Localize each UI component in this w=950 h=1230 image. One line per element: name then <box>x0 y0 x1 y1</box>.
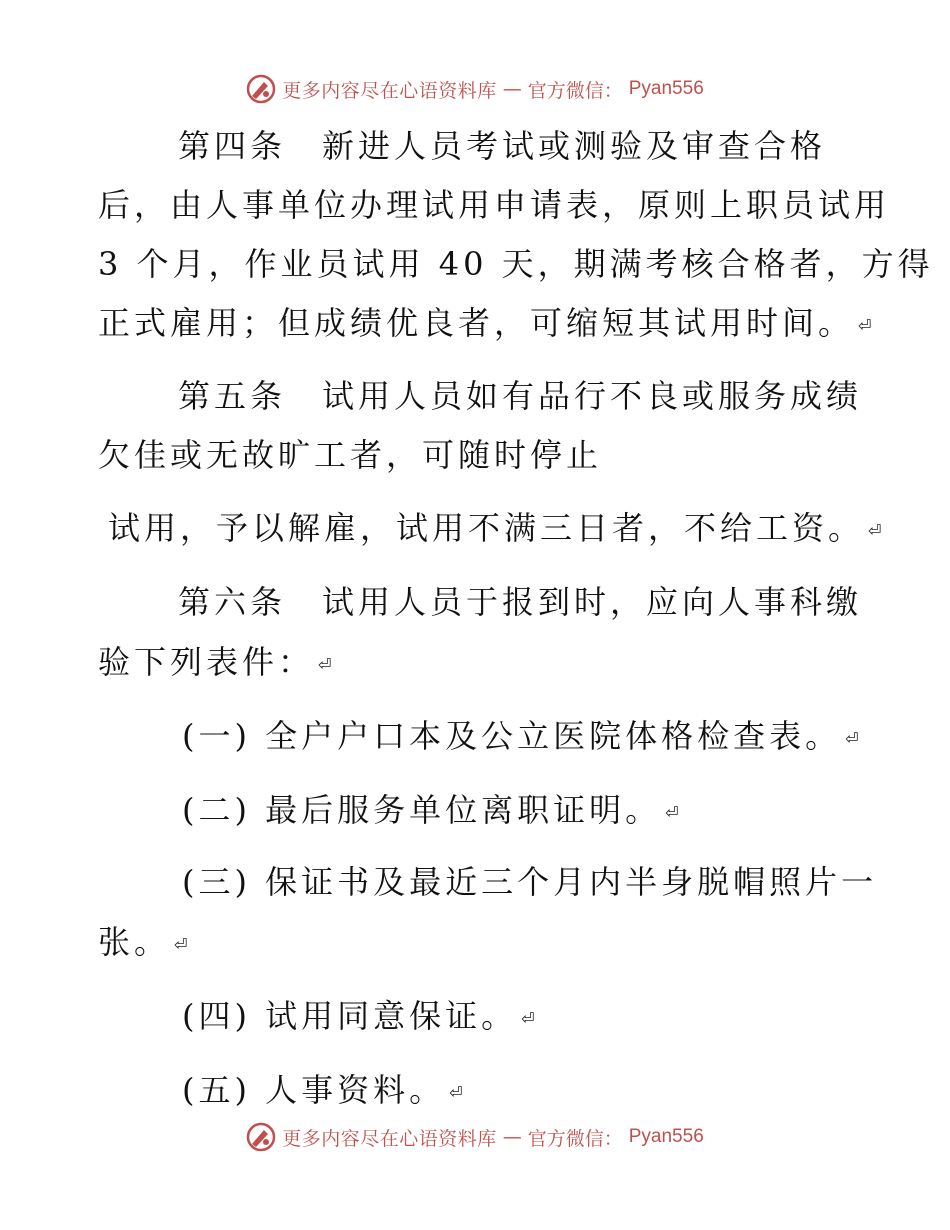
body-line-1: 第四条 新进人员考试或测验及审查合格 <box>178 127 827 165</box>
body-line-9: 验下列表件： ⏎ <box>98 643 332 681</box>
footer-watermark-banner <box>0 1122 950 1152</box>
header-account: Pyan556 <box>628 78 704 99</box>
paragraph-mark-icon: ⏎ <box>665 802 679 822</box>
body-line-7: 试用，予以解雇，试用不满三日者，不给工资。 ⏎ <box>108 509 882 547</box>
pen-logo-icon <box>246 1122 276 1152</box>
header-dash: — <box>502 78 522 100</box>
body-line-14: (四) 试用同意保证。 ⏎ <box>182 997 535 1035</box>
footer-site-text: 更多内容尽在心语资料库 <box>282 1127 497 1150</box>
body-line-12: (三) 保证书及最近三个月内半身脱帽照片一 <box>182 863 878 901</box>
header-wechat-label: 官方微信： <box>527 79 623 102</box>
body-line-13: 张。 ⏎ <box>98 923 188 961</box>
paragraph-mark-icon: ⏎ <box>858 315 872 335</box>
body-line-15: (五) 人事资料。 ⏎ <box>182 1071 463 1109</box>
body-line-4: 正式雇用；但成绩优良者，可缩短其试用时间。 ⏎ <box>98 304 872 342</box>
body-line-6: 欠佳或无故旷工者，可随时停止 <box>98 436 603 474</box>
paragraph-mark-icon: ⏎ <box>318 654 332 674</box>
pen-logo-icon <box>246 74 276 104</box>
paragraph-mark-icon: ⏎ <box>845 728 859 748</box>
footer-account: Pyan556 <box>628 1126 704 1147</box>
body-line-2: 后，由人事单位办理试用申请表，原则上职员试用 <box>98 186 891 224</box>
paragraph-mark-icon: ⏎ <box>868 520 882 540</box>
footer-wechat-label: 官方微信： <box>527 1127 623 1150</box>
body-line-10: (一) 全户户口本及公立医院体格检查表。 ⏎ <box>182 717 859 755</box>
paragraph-mark-icon: ⏎ <box>449 1082 463 1102</box>
body-line-8: 第六条 试用人员于报到时，应向人事科缴 <box>178 583 863 621</box>
body-line-3: 3 个月，作业员试用 40 天，期满考核合格者，方得 <box>98 245 934 283</box>
header-site-text: 更多内容尽在心语资料库 <box>282 79 497 102</box>
footer-dash: — <box>502 1126 522 1148</box>
header-watermark-banner <box>0 74 950 104</box>
paragraph-mark-icon: ⏎ <box>174 934 188 954</box>
body-line-5: 第五条 试用人员如有品行不良或服务成绩 <box>178 377 863 415</box>
body-line-11: (二) 最后服务单位离职证明。 ⏎ <box>182 791 679 829</box>
paragraph-mark-icon: ⏎ <box>521 1008 535 1028</box>
